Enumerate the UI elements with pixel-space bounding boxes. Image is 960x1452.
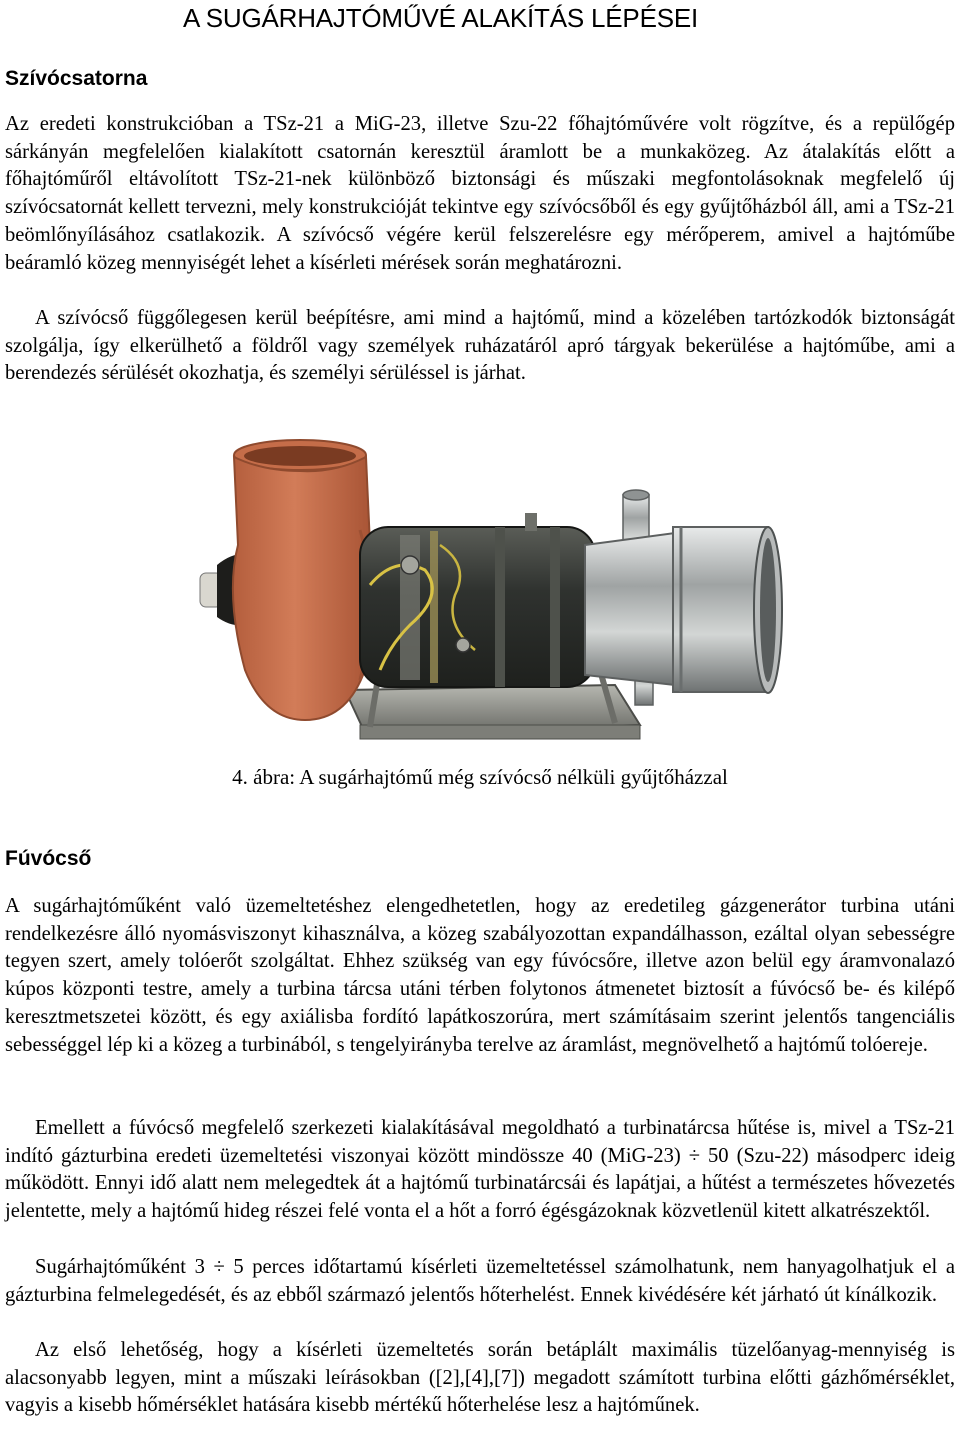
nozzle-paragraph-1: A sugárhajtóműként való üzemeltetéshez elengedhetetlen, hogy az eredetileg gázgenerátor turbina utáni rendelkezésre álló nyomásviszonyt kihasználva, a közeg szabályozottan expandálhasson, ezáltal olyan sebességre tegyen szert, amely tolóerőt szolgáltat. Ehhez szükség van egy fúvócsőre, illetve azon belül egy áramvonalazó kúpos központi testre, amely a turbina tárcsa utáni térben folytonos átmenetet biztosít a fúvócső be- és kilépő keresztmetszetei között, és egy axiálisba fordító lapátkoszorúra, mert számításaim szerint jelentős tangenciális sebességgel lép ki a közeg a turbinából, s tengelyirányba terelve az áramlást, megnövelhető a hajtómű tolóereje. xyxy=(5,895,955,1056)
intake-paragraph-1: Az eredeti konstrukcióban a TSz-21 a MiG-23, illetve Szu-22 főhajtóművére volt rögzítve, és a repülőgép sárkányán megfelelően kialakított csatornán keresztül áramlott be a munkaközeg. Az átalakítás előtt a főhajtóműről eltávolított TSz-21-nek különböző biztonsági és műszaki megfontolásoknak megfelelő új szívócsatornát kellett tervezni, mely konstrukcióját tekintve egy szívócsőből és egy gyűjtőházból áll, ami a TSz-21 beömlőnyílásához csatlakozik. A szívócső végére kerül felszerelésre egy mérőperem, amivel a hajtóműbe beáramló közeg mennyiségét lehet a kísérleti mérések során meghatározni. xyxy=(5,113,955,274)
section-heading-intake: Szívócsatorna xyxy=(5,67,148,90)
nozzle-paragraph-3: Sugárhajtóműként 3 ÷ 5 perces időtartamú kísérleti üzemeltetéssel számolhatunk, nem hanyagolhatjuk el a gázturbina felmelegedését, és az ebből származó jelentős hőterhelést. Ennek kivédésére két járható út kínálkozik. xyxy=(5,1256,955,1306)
nozzle-paragraph-2: Emellett a fúvócső megfelelő szerkezeti kialakításával megoldható a turbinatárcsa hűtése is, mivel a TSz-21 indító gázturbina eredeti üzemeltetési viszonyai között mindössze 40 (MiG-23) ÷ 50 (Szu-22) másodperc ideig működött. Ennyi idő alatt nem melegedtek át a hajtómű turbinatárcsái és lapátjai, a hűtést a természetes hővezetés jelentette, mely a hajtómű hideg részei felé vonta el a hőt a forró égésgázoknak közvetlenül kitett alkatrészektől. xyxy=(5,1117,955,1223)
section-heading-nozzle: Fúvócső xyxy=(5,847,92,870)
nozzle-paragraph-4: Az első lehetőség, hogy a kísérleti üzemeltetés során betáplált maximális tüzelőanyag-mennyiség is alacsonyabb legyen, mint a műszaki leírásokban ([2],[4],[7]) megadott számított turbina előtti gázhőmérséklet, vagyis a kisebb hőmérséklet hatására kisebb mértékű hőterhelése lesz a hajtóműnek. xyxy=(5,1339,955,1417)
page-title: A SUGÁRHAJTÓMŰVÉ ALAKÍTÁS LÉPÉSEI xyxy=(183,3,699,33)
engine-photo-illustration xyxy=(195,435,795,755)
engine-photo xyxy=(195,435,795,755)
figure-caption: 4. ábra: A sugárhajtómű még szívócső nélküli gyűjtőházzal xyxy=(232,765,728,789)
intake-paragraph-2: A szívócső függőlegesen kerül beépítésre, ami mind a hajtómű, mind a közelében tartózkodók biztonságát szolgálja, így elkerülhető a földről vagy személyek ruházatáról apró tárgyak bekerülése a hajtóműbe, ami a berendezés sérülését okozhatja, és személyi sérüléssel is járhat. xyxy=(5,307,955,385)
